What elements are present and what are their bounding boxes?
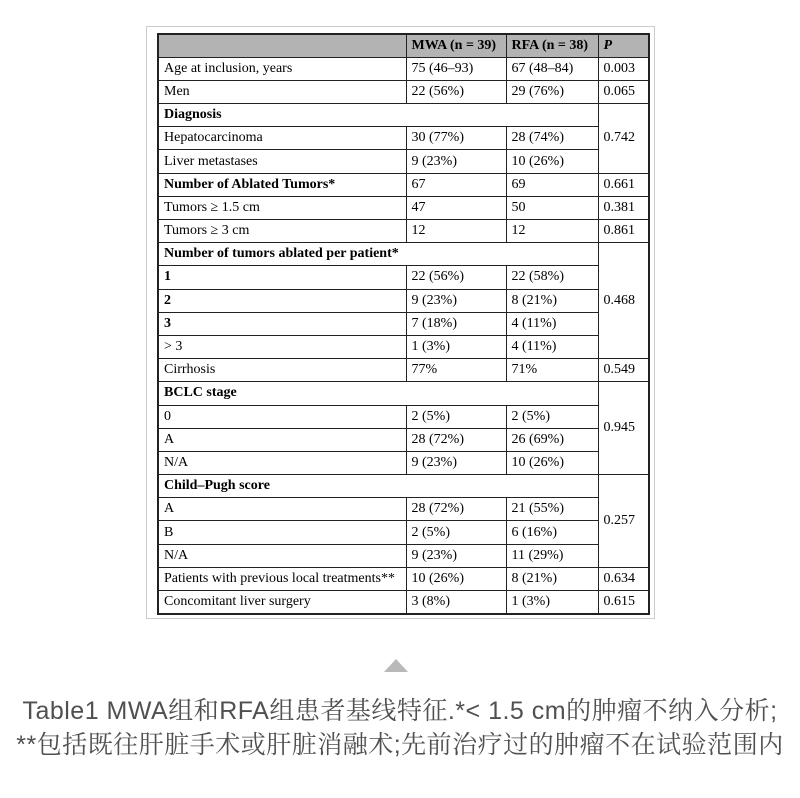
table-cell: 0.661 [598, 173, 649, 196]
table-cell: 28 (74%) [506, 127, 598, 150]
caption-line-1: Table1 MWA组和RFA组患者基线特征.*< 1.5 cm的肿瘤不纳入分析; [22, 697, 778, 725]
table-cell: 0.742 [598, 104, 649, 174]
table-cell: 28 (72%) [406, 498, 506, 521]
table-cell: 0.065 [598, 80, 649, 103]
table-cell: 28 (72%) [406, 428, 506, 451]
table-cell: N/A [158, 451, 406, 474]
table-cell: 1 [158, 266, 406, 289]
table-cell: 75 (46–93) [406, 57, 506, 80]
table-cell: 0.861 [598, 220, 649, 243]
table-cell: Diagnosis [158, 104, 598, 127]
table-cell: 2 (5%) [506, 405, 598, 428]
table-cell: 67 (48–84) [506, 57, 598, 80]
table-cell: 3 (8%) [406, 591, 506, 614]
table-row [158, 289, 649, 312]
table-cell: B [158, 521, 406, 544]
table-row [158, 127, 649, 150]
table-cell: 22 (56%) [406, 80, 506, 103]
table-cell: 6 (16%) [506, 521, 598, 544]
table-cell: 0.003 [598, 57, 649, 80]
table-cell: 12 [406, 220, 506, 243]
table-cell: 4 (11%) [506, 335, 598, 358]
table-cell: 12 [506, 220, 598, 243]
table-cell: 22 (58%) [506, 266, 598, 289]
table-row [158, 196, 649, 219]
table-row [158, 451, 649, 474]
table-row [158, 243, 649, 266]
table-cell: 7 (18%) [406, 312, 506, 335]
table-cell: 2 (5%) [406, 405, 506, 428]
table-cell: Number of Ablated Tumors* [158, 173, 406, 196]
table-cell: 9 (23%) [406, 150, 506, 173]
table-cell: Child–Pugh score [158, 475, 598, 498]
table-row [158, 521, 649, 544]
triangle-up-icon [384, 659, 408, 672]
table-cell: 30 (77%) [406, 127, 506, 150]
table-cell: 50 [506, 196, 598, 219]
table-cell: 10 (26%) [506, 451, 598, 474]
table-row [158, 335, 649, 358]
table-cell: 0.468 [598, 243, 649, 359]
table-cell: Liver metastases [158, 150, 406, 173]
table-cell: 3 [158, 312, 406, 335]
table-cell: 9 (23%) [406, 289, 506, 312]
table-cell: A [158, 498, 406, 521]
table-header-cell: RFA (n = 38) [506, 34, 598, 57]
table-cell: 0.381 [598, 196, 649, 219]
table-cell: Men [158, 80, 406, 103]
table-cell: Hepatocarcinoma [158, 127, 406, 150]
table-row [158, 591, 649, 614]
table-cell: 8 (21%) [506, 289, 598, 312]
table-cell: Concomitant liver surgery [158, 591, 406, 614]
caption-line-2: **包括既往肝脏手术或肝脏消融术;先前治疗过的肿瘤不在试验范围内 [16, 731, 784, 759]
table-cell: 1 (3%) [406, 335, 506, 358]
table-cell: Patients with previous local treatments** [158, 567, 406, 590]
table-header-row [158, 34, 649, 57]
table-row [158, 405, 649, 428]
table-cell: A [158, 428, 406, 451]
table-cell: 4 (11%) [506, 312, 598, 335]
table-cell: 0.257 [598, 475, 649, 568]
table-cell: 0.549 [598, 359, 649, 382]
table-header-cell [158, 34, 406, 57]
figure-caption [0, 694, 800, 762]
table-cell: 0 [158, 405, 406, 428]
table-cell: 0.634 [598, 567, 649, 590]
table-row [158, 359, 649, 382]
table-row [158, 382, 649, 405]
table-cell: 67 [406, 173, 506, 196]
table-row [158, 80, 649, 103]
table-cell: 8 (21%) [506, 567, 598, 590]
table-cell: Cirrhosis [158, 359, 406, 382]
table-row [158, 475, 649, 498]
table-row [158, 57, 649, 80]
table-cell: 2 [158, 289, 406, 312]
table-cell: 69 [506, 173, 598, 196]
table-row [158, 173, 649, 196]
table-cell: 0.615 [598, 591, 649, 614]
table-cell: 2 (5%) [406, 521, 506, 544]
table-cell: 10 (26%) [406, 567, 506, 590]
table-cell: 9 (23%) [406, 544, 506, 567]
table-row [158, 544, 649, 567]
table-row [158, 567, 649, 590]
table-row [158, 220, 649, 243]
table-cell: 77% [406, 359, 506, 382]
table-row [158, 104, 649, 127]
table-cell: 47 [406, 196, 506, 219]
table-cell: > 3 [158, 335, 406, 358]
table-cell: 21 (55%) [506, 498, 598, 521]
table-cell: 11 (29%) [506, 544, 598, 567]
table-cell: 9 (23%) [406, 451, 506, 474]
table-cell: 10 (26%) [506, 150, 598, 173]
table-row [158, 312, 649, 335]
table-cell: Tumors ≥ 1.5 cm [158, 196, 406, 219]
table-row [158, 428, 649, 451]
table-cell: Age at inclusion, years [158, 57, 406, 80]
table-cell: 1 (3%) [506, 591, 598, 614]
table-row [158, 150, 649, 173]
baseline-characteristics-table [157, 33, 650, 615]
table-header-cell: P [598, 34, 649, 57]
table-cell: 22 (56%) [406, 266, 506, 289]
table-row [158, 498, 649, 521]
table-cell: Tumors ≥ 3 cm [158, 220, 406, 243]
table-cell: 29 (76%) [506, 80, 598, 103]
table-header-cell: MWA (n = 39) [406, 34, 506, 57]
table-cell: N/A [158, 544, 406, 567]
table-cell: BCLC stage [158, 382, 598, 405]
table-cell: 0.945 [598, 382, 649, 475]
table-cell: 26 (69%) [506, 428, 598, 451]
table-row [158, 266, 649, 289]
table-cell: Number of tumors ablated per patient* [158, 243, 598, 266]
table-cell: 71% [506, 359, 598, 382]
